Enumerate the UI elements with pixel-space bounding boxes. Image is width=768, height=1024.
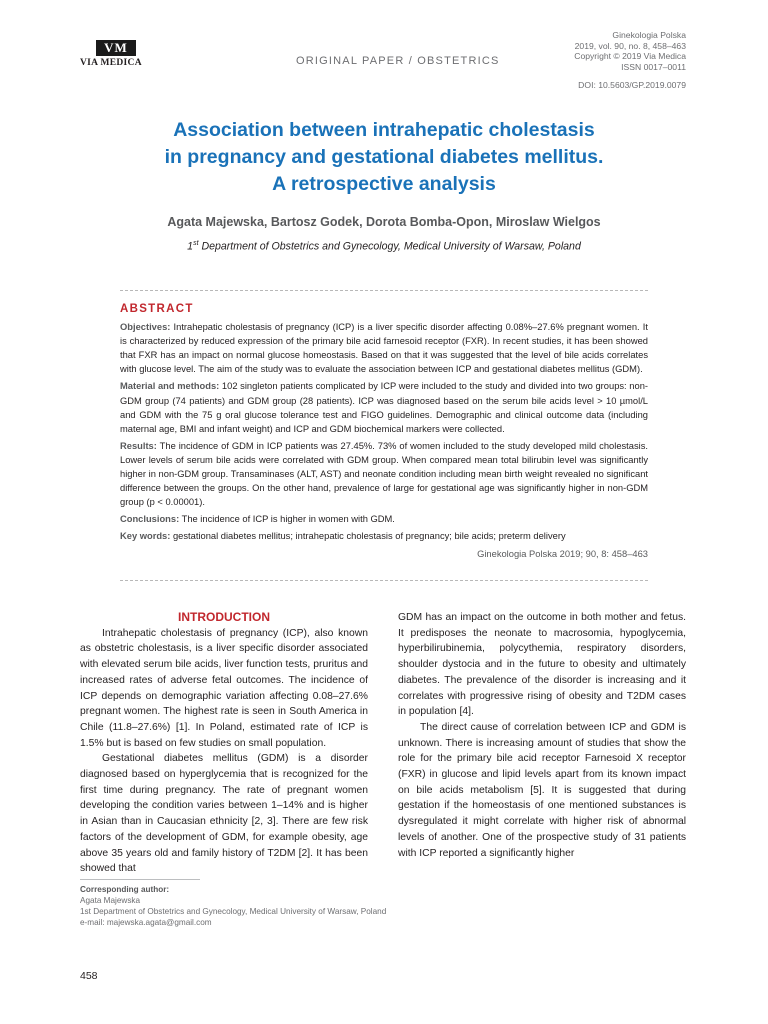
corresponding-email[interactable]: e-mail: majewska.agata@gmail.com	[80, 918, 212, 927]
title-line: A retrospective analysis	[272, 173, 496, 195]
corresponding-name: Agata Majewska	[80, 896, 141, 905]
journal-volume: 2019, vol. 90, no. 8, 458–463	[574, 40, 686, 51]
affiliation	[80, 240, 688, 253]
journal-meta	[574, 30, 686, 72]
body-paragraph: GDM has an impact on the outcome in both mother and fetus. It predisposes the neonate to macrosomia, hypoglycemia, hyperbilirubinemia, polycythemia, respiratory disorders, shoulder dystocia and in the future to obesity and ultimately diabetes. The prevalence of the disorder is increasing and it correlates with progressive rising of obesity and T2DM cases in population [4].	[398, 612, 686, 718]
affiliation-number: 1	[187, 240, 194, 253]
body-paragraph: Gestational diabetes mellitus (GDM) is a disorder diagnosed based on hyperglycemia that is recognized for the first time during pregnancy. The rate of pregnant women developing the condition varies between 1–14% and is higher in Asian than in Caucasian ethnicity [2, 3]. There are few risk factors of the development of GDM, for example obesity, age above 35 years old and family history of T2DM [2]. It has been showed that	[80, 753, 368, 875]
publisher-logo	[80, 40, 146, 68]
abstract-top-divider	[120, 290, 648, 291]
abstract-bottom-divider	[120, 580, 648, 581]
abstract-citation: Ginekologia Polska 2019; 90, 8: 458–463	[477, 548, 648, 559]
corresponding-label: Corresponding author:	[80, 885, 170, 894]
abstract-text: The incidence of GDM in ICP patients was 27.45%. 73% of women included to the study developed mild cholestasis. Lower levels of serum bile acids were correlated with GDM group. When compared mean total bilirubin level was significantly higher in non-GDM group. Transaminases (ALT, AST) and neonate condition including mean birth weight revealed no significant difference between the groups. On the other hand, prevalence of large for gestational age was significantly higher in non-GDM group (p < 0.00001).	[120, 440, 648, 508]
abstract-box	[120, 302, 648, 564]
abstract-label: Objectives:	[120, 322, 171, 333]
doi-link[interactable]: DOI: 10.5603/GP.2019.0079	[578, 80, 686, 90]
abstract-methods	[120, 379, 648, 435]
page-number: 458	[80, 970, 98, 982]
journal-issn: ISSN 0017–0011	[621, 61, 686, 72]
section-heading-introduction: INTRODUCTION	[178, 610, 270, 624]
body-paragraph: Intrahepatic cholestasis of pregnancy (ICP), also known as obstetric cholestasis, is a liver specific disorder associated with elevated serum bile acids, liver function tests, pruritus and increased rates of adverse fetal outcomes. The incidence of ICP depends on demographic variation affecting 0.08–27.6% pregnant women. The highest rate is seen in South America in Chile (11.8–27.6%) [1]. In Poland, estimated rate of ICP is 1.5% but is based on few studies on small population.	[80, 627, 368, 749]
corresponding-address: 1st Department of Obstetrics and Gynecology, Medical University of Warsaw, Poland	[80, 907, 387, 916]
body-paragraph: The direct cause of correlation between ICP and GDM is unknown. There is increasing amount of studies that show the role for the primary bile acid receptor Farnesoid X receptor (FXR) in glucose and lipid levels apart from its known impact on bile acids metabolism [5]. It is suggested that during gestation if the homeostasis of one mentioned substances is dysregulated it might correlate with higher risk of abnormal levels of another. One of the prospective study of 31 patients with ICP reported a significantly higher	[398, 721, 686, 859]
logo-mark: VM	[96, 40, 136, 56]
body-column-right	[398, 610, 686, 861]
article-title	[80, 117, 688, 198]
affiliation-text: Department of Obstetrics and Gynecology, Medical University of Warsaw, Poland	[198, 240, 581, 253]
footnote-divider	[80, 879, 200, 880]
abstract-label: Key words:	[120, 531, 171, 542]
abstract-label: Material and methods:	[120, 381, 220, 392]
publisher-name: VIA MEDICA	[80, 58, 142, 68]
abstract-text: 102 singleton patients complicated by ICP were included to the study and divided into two groups: non-GDM group (74 patients) and GDM group (28 patients). ICP was diagnosed based on the serum bile acids level > 10 µmol/L and GDM with the 75 g oral glucose tolerance test and FIGO guidelines. Demographic and clinical outcome data (including maternal age, BMI and infant weight) and ICP and GDM biochemical markers were collected.	[120, 381, 649, 434]
section-label: ORIGINAL PAPER / OBSTETRICS	[296, 55, 500, 67]
abstract-text: The incidence of ICP is higher in women with GDM.	[179, 514, 395, 525]
abstract-text: gestational diabetes mellitus; intrahepatic cholestasis of pregnancy; bile acids; preterm delivery	[170, 531, 566, 542]
journal-copyright: Copyright © 2019 Via Medica	[574, 51, 686, 61]
abstract-conclusions	[120, 512, 648, 526]
abstract-text: Intrahepatic cholestasis of pregnancy (ICP) is a liver specific disorder affecting 0.08%–27.6% pregnant women. It is characterized by reduced expression of the primary bile acid farnesoid receptor (FXR). In recent studies, it has been showed that FXR has an impact on normal glucose homeostasis. Based on that it was suggested that the level of bile acids correlates with glucose level. The aim of the study was to evaluate the association between ICP and gestational diabetes mellitus (GDM).	[120, 322, 648, 375]
title-line: in pregnancy and gestational diabetes mellitus.	[164, 146, 604, 168]
abstract-results	[120, 439, 648, 509]
affiliation-superscript: st	[193, 240, 199, 247]
abstract-label: Results:	[120, 440, 157, 451]
abstract-keywords	[120, 529, 648, 543]
abstract-label: Conclusions:	[120, 514, 180, 525]
title-line: Association between intrahepatic cholestasis	[173, 119, 595, 141]
abstract-heading: ABSTRACT	[120, 303, 194, 315]
corresponding-author	[80, 884, 386, 928]
journal-name: Ginekologia Polska	[612, 30, 686, 40]
body-column-left	[80, 610, 368, 877]
author-list: Agata Majewska, Bartosz Godek, Dorota Bomba-Opon, Miroslaw Wielgos	[167, 215, 601, 229]
abstract-objectives	[120, 320, 648, 376]
